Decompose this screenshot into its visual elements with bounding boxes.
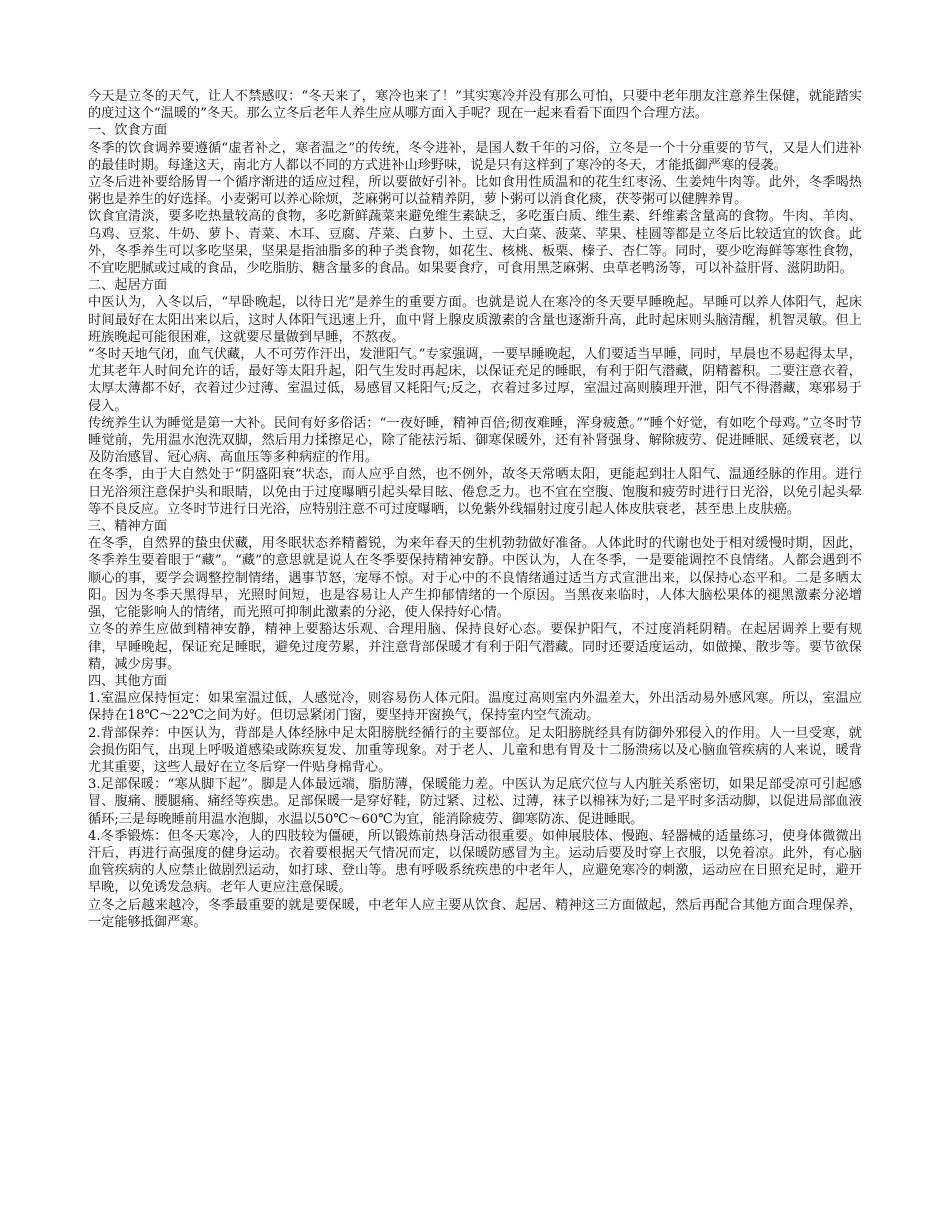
list-item-back-care: 2.背部保养：中医认为，背部是人体经脉中足太阳膀胱经循行的主要部位。足太阳膀胱经具有防御外邪侵入的作用。人一旦受寒，就会损伤阳气，出现上呼吸道感染或陈疾复发、加重等现象。对于老人、儿童和患有胃及十二肠溃疡以及心脑血管疾病的人来说，暖背尤其重要，这些人最好在立冬后穿一件贴身棉背心。 (88, 725, 862, 775)
list-item-room-temperature: 1.室温应保持恒定：如果室温过低，人感觉冷，则容易伤人体元阳。温度过高则室内外温差大，外出活动易外感风寒。所以，室温应保持在18℃～22℃之间为好。但切忌紧闭门窗，要坚持开窗换气，保持室内空气流动。 (88, 691, 862, 724)
closing-paragraph: 立冬之后越来越冷，冬季最重要的就是要保暖，中老年人应主要从饮食、起居、精神这三方面做起，然后再配合其他方面合理保养，一定能够抵御严寒。 (88, 897, 862, 930)
body-paragraph: 饮食宜清淡，要多吃热量较高的食物，多吃新鲜蔬菜来避免维生素缺乏，多吃蛋白质、维生素、纤维素含量高的食物。牛肉、羊肉、乌鸡、豆浆、牛奶、萝卜、青菜、木耳、豆腐、芹菜、白萝卜、土豆、大白菜、菠菜、苹果、桂圆等都是立冬后比较适宜的饮食。此外，冬季养生可以多吃坚果，坚果是指油脂多的种子类食物，如花生、核桃、板栗、榛子、杏仁等。同时，要少吃海鲜等寒性食物，不宜吃肥腻或过咸的食品，少吃脂肪、糖含量多的食品。如果要食疗，可食用黑芝麻粥、虫草老鸭汤等，可以补益肝肾、滋阴助阳。 (88, 209, 862, 277)
body-paragraph: 中医认为，入冬以后，“早卧晚起，以待日光”是养生的重要方面。也就是说人在寒冷的冬天要早睡晚起。早睡可以养人体阳气，起床时间最好在太阳出来以后，这时人体阳气迅速上升，血中肾上腺皮质激素的含量也逐渐升高，此时起床则头脑清醒，机智灵敏。但上班族晚起可能很困难，这就要尽量做到早睡，不熬夜。 (88, 295, 862, 345)
section-heading-other: 四、其他方面 (88, 673, 168, 689)
section-heading-daily-life: 二、起居方面 (88, 278, 168, 294)
body-paragraph: “冬时天地气闭，血气伏藏，人不可劳作汗出，发泄阳气。”专家强调，一要早睡晚起，人们要适当早睡，同时，早晨也不易起得太早，尤其老年人时间允许的话，最好等太阳升起，阳气生发时再起床，以保证充足的睡眠，有利于阳气潜藏，阴精蓄积。二要注意衣着，太厚太薄都不好，衣着过少过薄、室温过低，易感冒又耗阳气;反之，衣着过多过厚，室温过高则腠理开泄，阳气不得潜藏，寒邪易于侵入。 (88, 347, 862, 414)
list-item-foot-warmth: 3.足部保暖：“寒从脚下起”。脚是人体最远端，脂肪薄，保暖能力差。中医认为足底穴位与人内脏关系密切，如果足部受凉可引起感冒、腹痛、腰腿痛、痛经等疾患。足部保暖一是穿好鞋，防过紧、过松、过薄，袜子以棉袜为好;二是平时多活动脚，以促进局部血液循环;三是每晚睡前用温水泡脚，水温以50℃～60℃为宜，能消除疲劳、御寒防冻、促进睡眠。 (88, 777, 862, 827)
section-heading-spirit: 三、精神方面 (88, 519, 168, 535)
list-item-winter-exercise: 4.冬季锻炼：但冬天寒冷，人的四肢较为僵硬，所以锻炼前热身活动很重要。如伸展肢体、慢跑、轻器械的适量练习，使身体微微出汗后，再进行高强度的健身运动。衣着要根据天气情况而定，以保暖防感冒为主。运动后要及时穿上衣服，以免着凉。此外，有心脑血管疾病的人应禁止做剧烈运动，如打球、登山等。患有呼吸系统疾患的中老年人，应避免寒冷的刺激，运动应在日照充足时，避开早晚，以免诱发急病。老年人更应注意保暖。 (88, 828, 862, 896)
body-paragraph: 冬季的饮食调养要遵循“虚者补之，寒者温之”的传统，冬令进补，是国人数千年的习俗，立冬是一个十分重要的节气，又是人们进补的最佳时期。每逢这天，南北方人都以不同的方式进补山珍野味，说是只有这样到了寒冷的冬天，才能抵御严寒的侵袭。 (88, 140, 862, 173)
body-paragraph: 在冬季，由于大自然处于“阴盛阳衰”状态，而人应乎自然，也不例外，故冬天常晒太阳，更能起到壮人阳气、温通经脉的作用。进行日光浴须注意保护头和眼睛，以免由于过度曝晒引起头晕目眩、倦怠乏力。也不宜在空腹、饱腹和疲劳时进行日光浴，以免引起头晕等不良反应。立冬时节进行日光浴，应特别注意不可过度曝晒，以免紫外线辐射过度引起人体皮肤衰老，甚至患上皮肤癌。 (88, 467, 862, 517)
body-paragraph: 传统养生认为睡觉是第一大补。民间有好多俗话：“一夜好睡，精神百倍;彻夜难睡，浑身疲惫。”“睡个好觉，有如吃个母鸡。”立冬时节睡觉前，先用温水泡洗双脚，然后用力揉擦足心，除了能祛污垢、御寒保暖外，还有补肾强身、解除疲劳、促进睡眠、延缓衰老，以及防治感冒、冠心病、高血压等多种病症的作用。 (88, 415, 862, 466)
body-paragraph: 立冬后进补要给肠胃一个循序渐进的适应过程，所以要做好引补。比如食用性质温和的花生红枣汤、生姜炖牛肉等。此外，冬季喝热粥也是养生的好选择。小麦粥可以养心除烦，芝麻粥可以益精养阴，萝卜粥可以消食化痰，茯苓粥可以健脾养胃。 (88, 175, 862, 208)
body-paragraph: 在冬季，自然界的蛰虫伏藏，用冬眠状态养精蓄锐，为来年春天的生机勃勃做好准备。人体此时的代谢也处于相对缓慢时期，因此，冬季养生要着眼于“藏”。“藏”的意思就是说人在冬季要保持精神安静。中医认为，人在冬季，一是要能调控不良情绪。人都会遇到不顺心的事，要学会调整控制情绪，遇事节怒，宠辱不惊。对于心中的不良情绪通过适当方式宣泄出来，以保持心态平和。二是多晒太阳。因为冬季天黑得早，光照时间短，也是容易让人产生抑郁情绪的一个原因。当黑夜来临时，人体大脑松果体的褪黑激素分泌增强，它能影响人的情绪，而光照可抑制此激素的分泌，使人保持好心情。 (88, 536, 862, 621)
intro-paragraph: 今天是立冬的天气，让人不禁感叹：“冬天来了，寒冷也来了！”其实寒冷并没有那么可怕，只要中老年朋友注意养生保健，就能踏实的度过这个“温暖的”冬天。那么立冬后老年人养生应从哪方面入手呢？现在一起来看看下面四个合理方法。 (88, 89, 862, 122)
section-heading-diet: 一、饮食方面 (88, 123, 168, 139)
body-paragraph: 立冬的养生应做到精神安静，精神上要豁达乐观、合理用脑、保持良好心态。要保护阳气，不过度消耗阴精。在起居调养上要有规律，早睡晚起，保证充足睡眠，避免过度劳累，并注意背部保暖才有利于阳气潜藏。同时还要适度运动，如做操、散步等。要节欲保精，减少房事。 (88, 622, 862, 672)
